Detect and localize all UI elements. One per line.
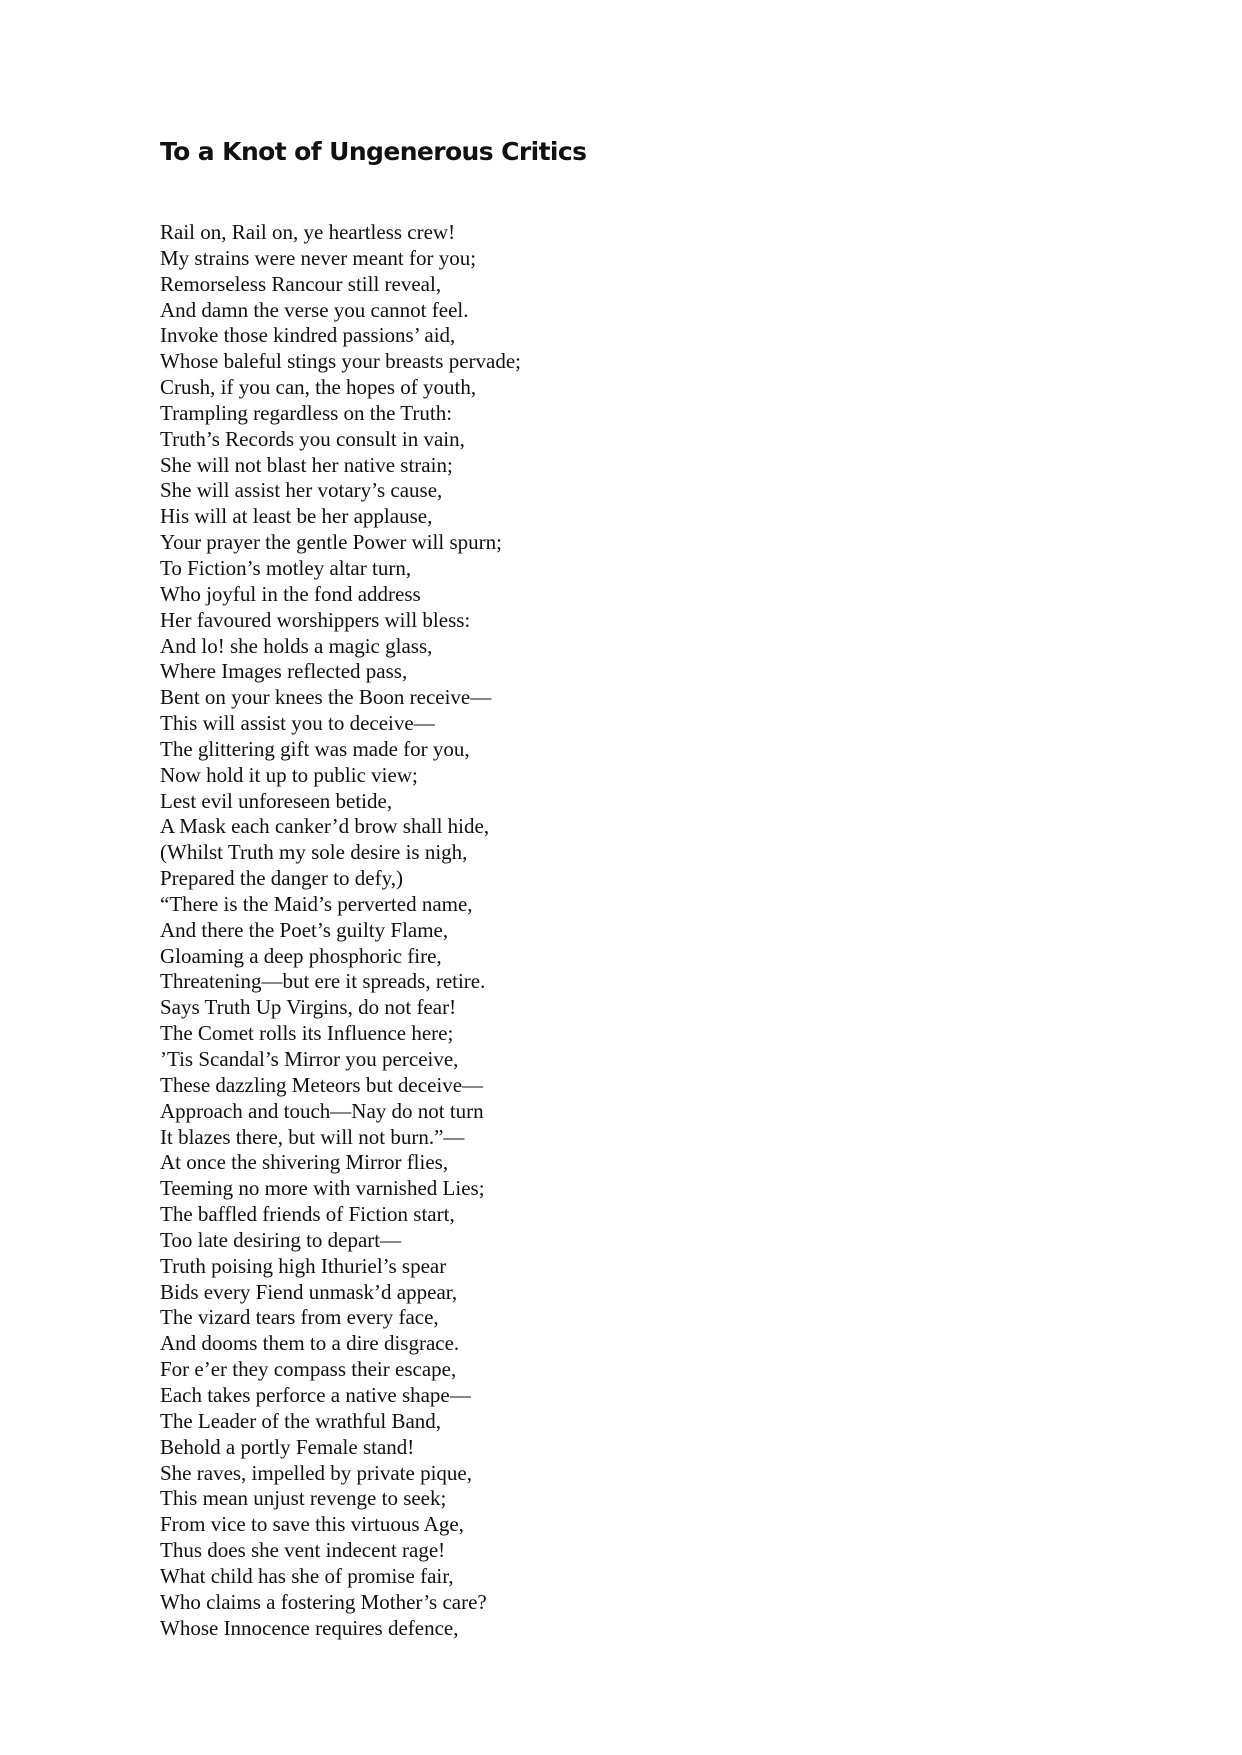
poem-line: And damn the verse you cannot feel. bbox=[160, 297, 469, 322]
poem-line: Lest evil unforeseen betide, bbox=[160, 788, 393, 813]
poem-line: Who claims a fostering Mother’s care? bbox=[160, 1589, 487, 1614]
poem-line: Bids every Fiend unmask’d appear, bbox=[160, 1279, 458, 1304]
poem-line: She will not blast her native strain; bbox=[160, 452, 453, 477]
poem-line: At once the shivering Mirror flies, bbox=[160, 1150, 449, 1175]
poem-line: From vice to save this virtuous Age, bbox=[160, 1512, 464, 1537]
poem-line: The vizard tears from every face, bbox=[160, 1305, 439, 1330]
poem-title: To a Knot of Ungenerous Critics bbox=[160, 137, 587, 166]
poem-line: Crush, if you can, the hopes of youth, bbox=[160, 375, 477, 400]
poem-line: Trampling regardless on the Truth: bbox=[160, 400, 453, 425]
poem-line: Prepared the danger to defy,) bbox=[160, 866, 403, 891]
poem-line: Truth’s Records you consult in vain, bbox=[160, 426, 465, 451]
poem-line: Remorseless Rancour still reveal, bbox=[160, 271, 442, 296]
poem-line: Threatening—but ere it spreads, retire. bbox=[160, 969, 486, 994]
poem-line: She raves, impelled by private pique, bbox=[160, 1460, 472, 1485]
poem-line: Gloaming a deep phosphoric fire, bbox=[160, 943, 442, 968]
poem-line: The glittering gift was made for you, bbox=[160, 736, 470, 761]
poem-line: What child has she of promise fair, bbox=[160, 1563, 454, 1588]
poem-line: The Comet rolls its Influence here; bbox=[160, 1021, 454, 1046]
poem-line: Behold a portly Female stand! bbox=[160, 1434, 415, 1459]
poem-line: Approach and touch—Nay do not turn bbox=[160, 1098, 484, 1123]
poem-line: ’Tis Scandal’s Mirror you perceive, bbox=[160, 1047, 459, 1071]
poem-line: Whose baleful stings your breasts pervade; bbox=[160, 349, 521, 374]
poem-line: Now hold it up to public view; bbox=[160, 762, 418, 787]
poem-line: The baffled friends of Fiction start, bbox=[160, 1202, 455, 1227]
poem-line: She will assist her votary’s cause, bbox=[160, 478, 443, 503]
poem-line: Whose Innocence requires defence, bbox=[160, 1615, 459, 1640]
poem-line: These dazzling Meteors but deceive— bbox=[160, 1072, 484, 1097]
poem-line: This will assist you to deceive— bbox=[160, 711, 435, 736]
poem-line: To Fiction’s motley altar turn, bbox=[160, 555, 412, 580]
poem-line: Where Images reflected pass, bbox=[160, 659, 408, 684]
poem-line: And there the Poet’s guilty Flame, bbox=[160, 917, 449, 942]
poem-line: His will at least be her applause, bbox=[160, 504, 433, 529]
poem-line: The Leader of the wrathful Band, bbox=[160, 1408, 442, 1433]
poem-line: And lo! she holds a magic glass, bbox=[160, 633, 433, 658]
poem-line: Bent on your knees the Boon receive— bbox=[160, 685, 492, 710]
poem-line: For e’er they compass their escape, bbox=[160, 1357, 457, 1382]
poem-line: A Mask each canker’d brow shall hide, bbox=[160, 814, 490, 839]
poem-line: My strains were never meant for you; bbox=[160, 245, 477, 270]
poem-line: Says Truth Up Virgins, do not fear! bbox=[160, 995, 457, 1020]
poem-line: Her favoured worshippers will bless: bbox=[160, 607, 471, 632]
poem-line: Truth poising high Ithuriel’s spear bbox=[160, 1253, 447, 1278]
poem-line: This mean unjust revenge to seek; bbox=[160, 1486, 447, 1511]
poem-line: It blazes there, but will not burn.”— bbox=[160, 1124, 465, 1149]
poem-line: Invoke those kindred passions’ aid, bbox=[160, 323, 456, 348]
poem-line: Each takes perforce a native shape— bbox=[160, 1382, 471, 1407]
poem-line: And dooms them to a dire disgrace. bbox=[160, 1331, 460, 1356]
poem-line: Thus does she vent indecent rage! bbox=[160, 1538, 446, 1563]
poem-line: Teeming no more with varnished Lies; bbox=[160, 1176, 485, 1201]
poem-body bbox=[160, 220, 521, 1641]
poem-line: Your prayer the gentle Power will spurn; bbox=[160, 530, 502, 555]
poem-line: Rail on, Rail on, ye heartless crew! bbox=[160, 220, 456, 244]
poem-line: (Whilst Truth my sole desire is nigh, bbox=[160, 840, 468, 865]
poem-line: Who joyful in the fond address bbox=[160, 581, 421, 606]
poem-line: Too late desiring to depart— bbox=[160, 1227, 402, 1252]
poem-line: “There is the Maid’s perverted name, bbox=[160, 891, 473, 916]
